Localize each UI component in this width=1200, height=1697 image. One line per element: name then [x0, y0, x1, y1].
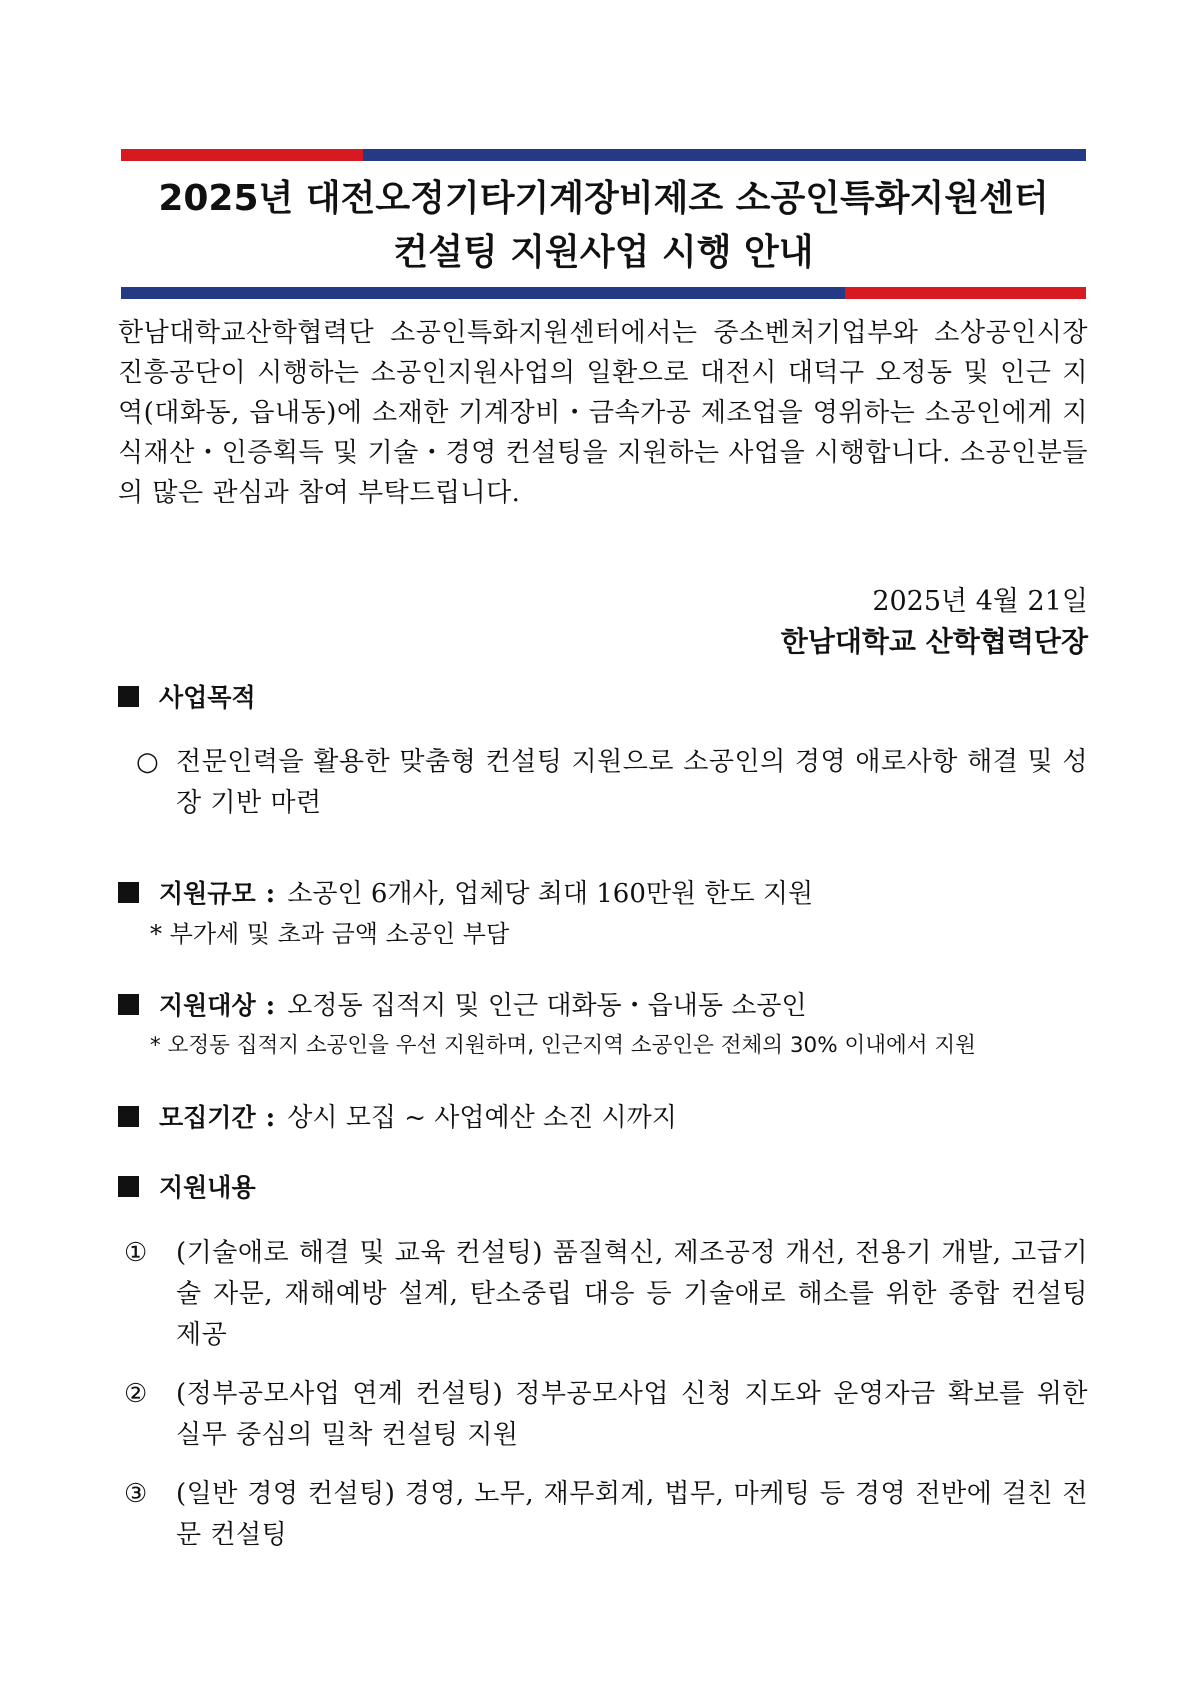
square-bullet-icon [118, 882, 139, 903]
section-title: 지원규모 [159, 879, 256, 908]
circle-bullet-icon: ○ [136, 747, 160, 777]
scale-note: * 부가세 및 초과 금액 소공인 부담 [150, 920, 510, 948]
section-period [118, 1098, 677, 1138]
square-bullet-icon [118, 994, 139, 1015]
section-scale [118, 874, 813, 914]
square-bullet-icon [118, 1106, 139, 1127]
title-bottom-bar-blue [121, 287, 845, 299]
section-content-heading [118, 1168, 256, 1208]
item-number: ① [124, 1238, 148, 1268]
colon: : [265, 991, 276, 1021]
title-line-2: 컨설팅 지원사업 시행 안내 [393, 232, 814, 273]
item-text: (정부공모사업 연계 컨설팅) 정부공모사업 신청 지도와 운영자금 확보를 위한 실무 중심의 밀착 컨설팅 지원 [176, 1379, 1088, 1450]
content-item-3 [124, 1474, 1088, 1556]
colon: : [265, 879, 276, 909]
item-number: ③ [124, 1479, 148, 1509]
content-item-2 [124, 1374, 1088, 1456]
item-text: (기술애로 해결 및 교육 컨설팅) 품질혁신, 제조공정 개선, 전용기 개발, 고급기술 자문, 재해예방 설계, 탄소중립 대응 등 기술애로 해소를 위한 종합 컨설팅 제공 [176, 1238, 1088, 1350]
title-top-bar-blue [363, 149, 1086, 161]
purpose-item [136, 742, 1088, 824]
document-title [121, 172, 1086, 280]
section-title: 지원내용 [159, 1173, 256, 1202]
period-text: 상시 모집 ~ 사업예산 소진 시까지 [287, 1103, 677, 1133]
item-text: (일반 경영 컨설팅) 경영, 노무, 재무회계, 법무, 마케팅 등 경영 전반에 걸친 전문 컨설팅 [176, 1479, 1088, 1550]
title-bottom-bar-red [845, 287, 1086, 299]
square-bullet-icon [118, 1176, 139, 1197]
target-text: 오정동 집적지 및 인근 대화동・읍내동 소공인 [287, 991, 807, 1021]
section-title: 사업목적 [159, 683, 256, 712]
square-bullet-icon [118, 686, 139, 707]
title-top-bar-red [121, 149, 363, 161]
content-item-1 [124, 1233, 1088, 1356]
section-title: 모집기간 [159, 1103, 256, 1132]
purpose-text: 전문인력을 활용한 맞춤형 컨설팅 지원으로 소공인의 경영 애로사항 해결 및 성장 기반 마련 [176, 747, 1088, 818]
section-target [118, 986, 807, 1026]
target-note: * 오정동 집적지 소공인을 우선 지원하며, 인근지역 소공인은 전체의 30% 이내에서 지원 [150, 1033, 976, 1058]
title-bottom-bar [121, 287, 1086, 299]
document-date: 2025년 4월 21일 [872, 586, 1088, 617]
item-number: ② [124, 1379, 148, 1409]
colon: : [265, 1103, 276, 1133]
section-purpose-heading [118, 678, 256, 718]
scale-text: 소공인 6개사, 업체당 최대 160만원 한도 지원 [287, 879, 814, 909]
title-top-bar [121, 149, 1086, 161]
section-title: 지원대상 [159, 991, 256, 1020]
title-line-1: 2025년 대전오정기타기계장비제조 소공인특화지원센터 [158, 178, 1049, 219]
intro-paragraph: 한남대학교산학협력단 소공인특화지원센터에서는 중소벤처기업부와 소상공인시장진흥공단이 시행하는 소공인지원사업의 일환으로 대전시 대덕구 오정동 및 인근 지역(대화동, 읍내동)에 소재한 기계장비・금속가공 제조업을 영위하는 소공인에게 지식재산・인증획득 및 기술・경영 컨설팅을 지원하는 사업을 시행합니다. 소공인분들의 많은 관심과 참여 부탁드립니다. [118, 318, 1088, 508]
signature: 한남대학교 산학협력단장 [780, 625, 1088, 658]
